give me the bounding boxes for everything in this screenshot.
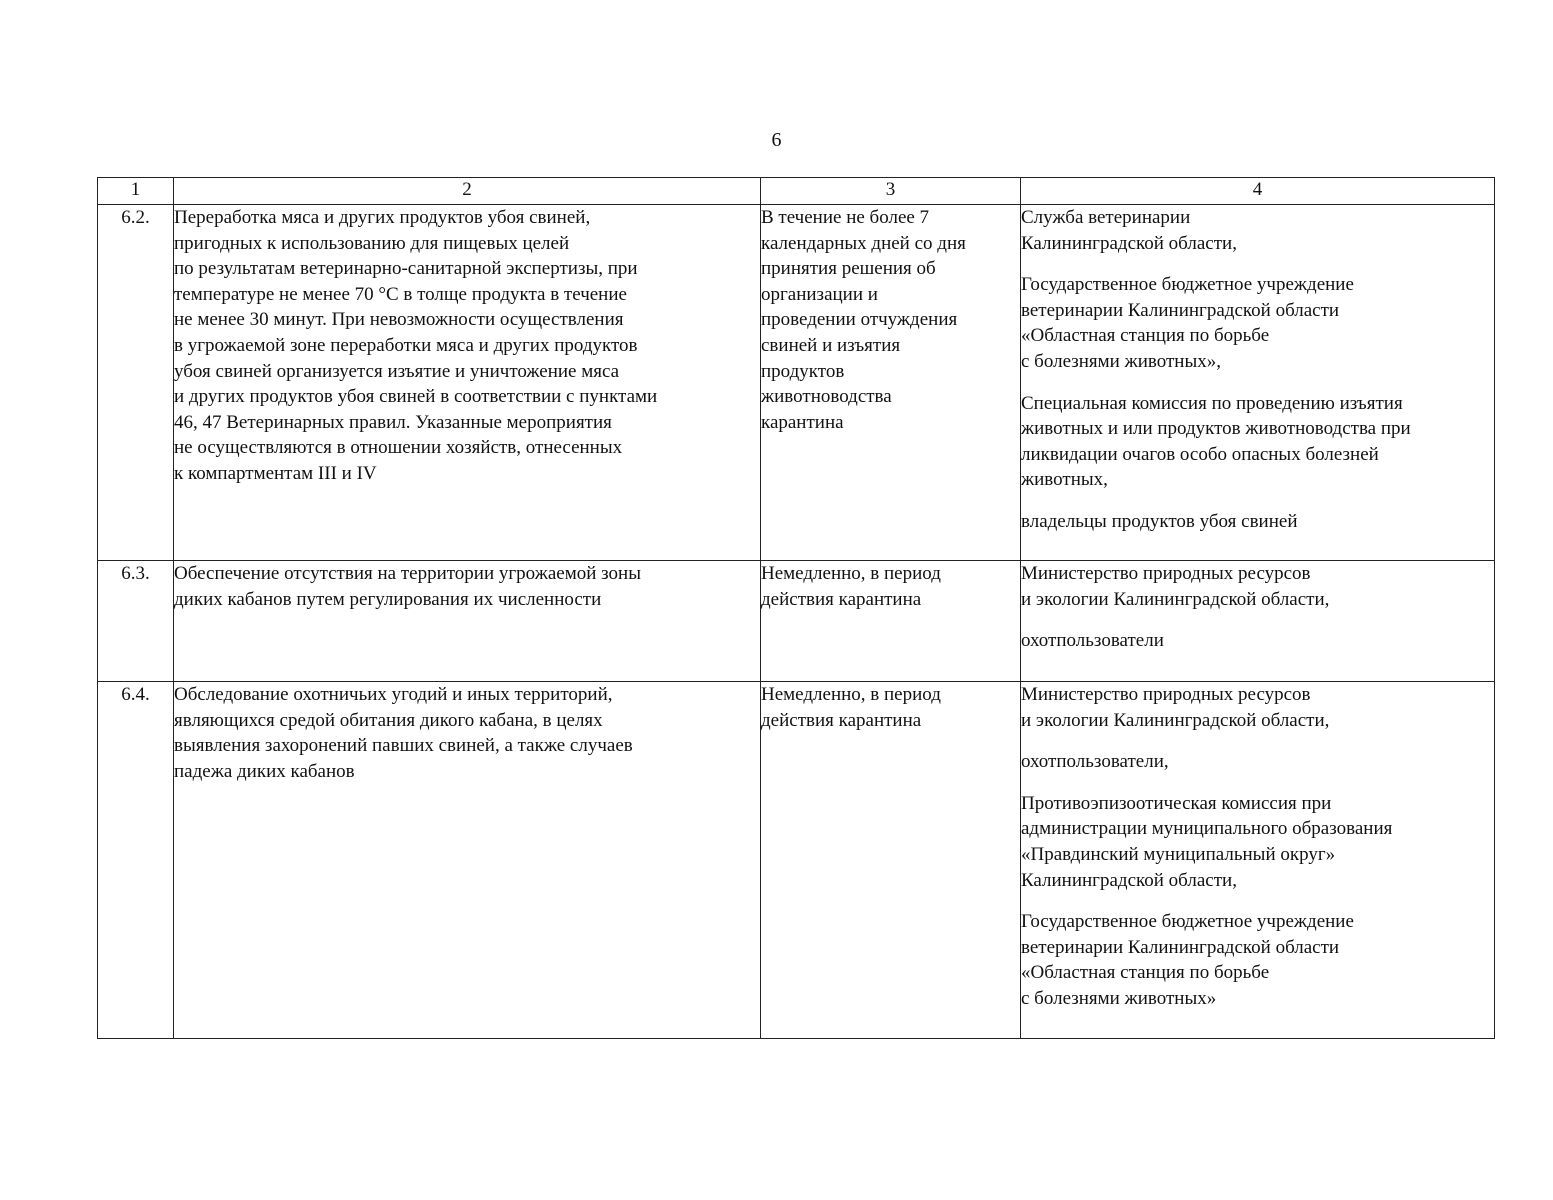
- responsible-text-line: ветеринарии Калининградской области: [1021, 299, 1340, 321]
- responsible-party: [1021, 909, 1494, 1011]
- action-text-line: к компартментам III и IV: [174, 462, 377, 484]
- table-row: [98, 205, 1495, 561]
- table-header-row: [98, 178, 1495, 205]
- responsible-cell: [1021, 205, 1495, 561]
- term-text-line: проведении отчуждения: [761, 309, 958, 331]
- item-number: 6.4.: [98, 682, 174, 1039]
- responsible-text-line: администрации муниципального образования: [1021, 818, 1393, 840]
- column-header-2: 2: [174, 178, 761, 205]
- action-cell: [174, 205, 761, 561]
- responsible-text-line: Государственное бюджетное учреждение: [1021, 911, 1354, 933]
- term-text-line: действия карантина: [761, 709, 922, 731]
- action-text-line: убоя свиней организуется изъятие и уничтожение мяса: [174, 360, 620, 382]
- responsible-text-line: животных,: [1021, 469, 1108, 491]
- action-text-line: не осуществляются в отношении хозяйств, отнесенных: [174, 437, 623, 459]
- term-text-line: животноводства: [761, 386, 892, 408]
- term-text-line: календарных дней со дня: [761, 232, 966, 254]
- measures-table: [97, 177, 1495, 1039]
- responsible-text-line: «Областная станция по борьбе: [1021, 325, 1270, 347]
- responsible-cell: [1021, 561, 1495, 682]
- responsible-party: [1021, 561, 1494, 612]
- item-number: 6.2.: [98, 205, 174, 561]
- responsible-text-line: Министерство природных ресурсов: [1021, 563, 1311, 584]
- responsible-text-line: охотпользователи,: [1021, 751, 1169, 773]
- action-text-line: 46, 47 Ветеринарных правил. Указанные мероприятия: [174, 411, 612, 433]
- responsible-party: [1021, 272, 1494, 374]
- responsible-text-line: с болезнями животных»,: [1021, 350, 1221, 372]
- responsible-text-line: Калининградской области,: [1021, 232, 1237, 254]
- responsible-text-line: охотпользователи: [1021, 630, 1164, 652]
- action-text-line: в угрожаемой зоне переработки мяса и других продуктов: [174, 334, 638, 356]
- responsible-text-line: Государственное бюджетное учреждение: [1021, 274, 1354, 296]
- responsible-party: [1021, 205, 1494, 256]
- term-text-line: организации и: [761, 283, 878, 305]
- table-row: [98, 561, 1495, 682]
- column-header-4: 4: [1021, 178, 1495, 205]
- action-text-line: являющихся средой обитания дикого кабана, в целях: [174, 709, 603, 731]
- column-header-3: 3: [761, 178, 1021, 205]
- term-text-line: Немедленно, в период: [761, 684, 941, 705]
- action-cell: [174, 682, 761, 1039]
- action-text-line: Обследование охотничьих угодий и иных территорий,: [174, 684, 613, 705]
- responsible-text-line: «Правдинский муниципальный округ»: [1021, 843, 1336, 865]
- responsible-text-line: «Областная станция по борьбе: [1021, 962, 1270, 984]
- responsible-text-line: ветеринарии Калининградской области: [1021, 936, 1340, 958]
- action-cell: [174, 561, 761, 682]
- responsible-party: [1021, 791, 1494, 893]
- responsible-text-line: ликвидации очагов особо опасных болезней: [1021, 443, 1379, 465]
- responsible-party: [1021, 628, 1494, 654]
- column-header-1: 1: [98, 178, 174, 205]
- term-text-line: Немедленно, в период: [761, 563, 941, 584]
- action-text-line: Переработка мяса и других продуктов убоя свиней,: [174, 207, 591, 228]
- term-text-line: свиней и изъятия: [761, 334, 901, 356]
- action-text-line: температуре не менее 70 °С в толще продукта в течение: [174, 283, 627, 305]
- responsible-party: [1021, 682, 1494, 733]
- responsible-text-line: Специальная комиссия по проведению изъятия: [1021, 392, 1403, 414]
- action-text-line: пригодных к использованию для пищевых целей: [174, 232, 570, 254]
- term-text-line: принятия решения об: [761, 258, 936, 280]
- term-cell: [761, 561, 1021, 682]
- responsible-text-line: Министерство природных ресурсов: [1021, 684, 1311, 705]
- responsible-cell: [1021, 682, 1495, 1039]
- action-text-line: и других продуктов убоя свиней в соответствии с пунктами: [174, 386, 658, 408]
- action-text-line: по результатам ветеринарно-санитарной экспертизы, при: [174, 258, 638, 280]
- term-text-line: продуктов: [761, 360, 845, 382]
- table-row: [98, 682, 1495, 1039]
- responsible-party: [1021, 749, 1494, 775]
- page-number: 6: [771, 129, 782, 151]
- term-text-line: действия карантина: [761, 588, 922, 610]
- responsible-party: [1021, 391, 1494, 493]
- term-text-line: карантина: [761, 411, 844, 433]
- term-text-line: В течение не более 7: [761, 207, 930, 228]
- item-number: 6.3.: [98, 561, 174, 682]
- responsible-text-line: животных и или продуктов животноводства при: [1021, 418, 1411, 440]
- responsible-party: [1021, 509, 1494, 535]
- responsible-text-line: с болезнями животных»: [1021, 987, 1217, 1009]
- responsible-text-line: владельцы продуктов убоя свиней: [1021, 510, 1298, 532]
- action-text-line: Обеспечение отсутствия на территории угрожаемой зоны: [174, 563, 641, 584]
- responsible-text-line: Калининградской области,: [1021, 869, 1237, 891]
- term-cell: [761, 682, 1021, 1039]
- action-text-line: диких кабанов путем регулирования их численности: [174, 588, 602, 610]
- responsible-text-line: Служба ветеринарии: [1021, 207, 1191, 228]
- term-cell: [761, 205, 1021, 561]
- action-text-line: не менее 30 минут. При невозможности осуществления: [174, 309, 624, 331]
- responsible-text-line: Противоэпизоотическая комиссия при: [1021, 792, 1332, 814]
- responsible-text-line: и экологии Калининградской области,: [1021, 588, 1330, 610]
- responsible-text-line: и экологии Калининградской области,: [1021, 709, 1330, 731]
- action-text-line: падежа диких кабанов: [174, 760, 355, 782]
- action-text-line: выявления захоронений павших свиней, а также случаев: [174, 735, 633, 757]
